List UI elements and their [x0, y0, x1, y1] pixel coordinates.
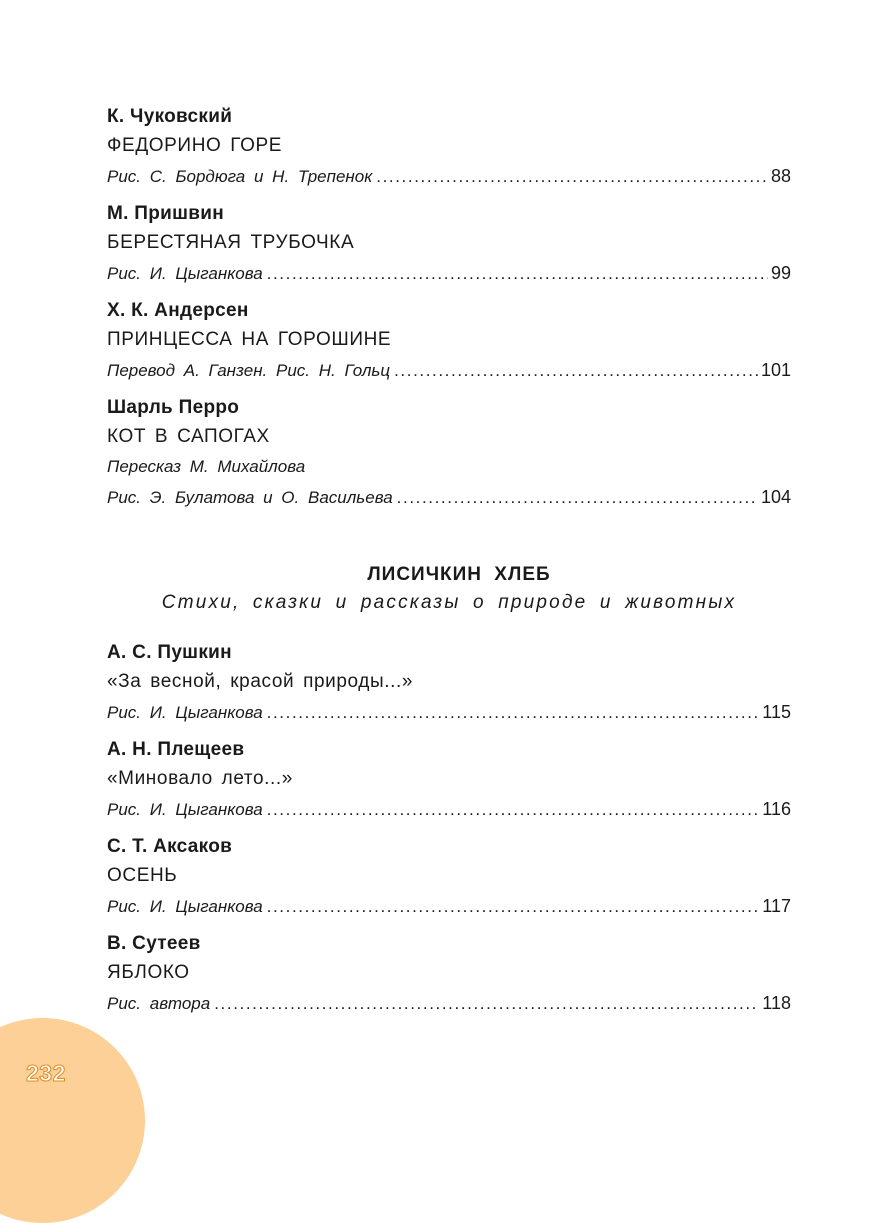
entry-page-number: 99: [770, 263, 791, 283]
toc-entry: [107, 394, 791, 513]
toc-list-top: [107, 103, 791, 513]
toc-entry: [107, 833, 791, 922]
entry-leader-line: [107, 891, 791, 922]
entry-author: Х. К. Андерсен: [107, 300, 249, 321]
entry-title: ФЕДОРИНО ГОРЕ: [107, 135, 283, 156]
entry-credit: Рис. И. Цыганкова: [107, 800, 263, 819]
entry-author: К. Чуковский: [107, 106, 233, 127]
entry-leader-line: [107, 988, 791, 1019]
entry-page-number: 118: [762, 993, 791, 1013]
entry-page-number: 115: [762, 702, 791, 722]
entry-page-number: 101: [760, 360, 791, 380]
toc-entry: [107, 930, 791, 1019]
entry-credit: Рис. И. Цыганкова: [107, 264, 263, 283]
entry-credit: Рис. Э. Булатова и О. Васильева: [107, 488, 393, 507]
section-title: ЛИСИЧКИН ХЛЕБ: [367, 564, 551, 585]
entry-title: ОСЕНЬ: [107, 865, 178, 886]
entry-page-number: 104: [760, 487, 791, 507]
section-header: [107, 561, 791, 617]
entry-author: А. С. Пушкин: [107, 642, 232, 663]
entry-page-number: 88: [770, 166, 791, 186]
entry-author: Шарль Перро: [107, 397, 240, 418]
entry-title: БЕРЕСТЯНАЯ ТРУБОЧКА: [107, 232, 355, 253]
entry-author: М. Пришвин: [107, 203, 224, 224]
section-subtitle: Стихи, сказки и рассказы о природе и животных: [161, 592, 737, 613]
entry-credit: Рис. И. Цыганкова: [107, 703, 263, 722]
dot-leader: [397, 483, 758, 513]
toc-entry: [107, 103, 791, 192]
toc-entry: [107, 200, 791, 289]
dot-leader: [214, 989, 759, 1019]
entry-title: КОТ В САПОГАХ: [107, 426, 270, 447]
entry-credit-line: Пересказ М. Михайлова: [107, 457, 306, 476]
entry-author: А. Н. Плещеев: [107, 739, 245, 760]
entry-leader-line: [107, 355, 791, 386]
entry-credit: Рис. автора: [107, 994, 211, 1013]
entry-leader-line: [107, 794, 791, 825]
entry-title: «Миновало лето...»: [107, 768, 293, 789]
page-number-badge: [0, 1018, 145, 1223]
entry-page-number: 117: [762, 896, 791, 916]
entry-page-number: 116: [762, 799, 791, 819]
entry-leader-line: [107, 258, 791, 289]
dot-leader: [267, 698, 760, 728]
entry-title: ЯБЛОКО: [107, 962, 190, 983]
dot-leader: [376, 162, 768, 192]
page-number: 232: [26, 1060, 66, 1086]
entry-leader-line: [107, 161, 791, 192]
dot-leader: [267, 795, 760, 825]
toc-entry: [107, 297, 791, 386]
dot-leader: [394, 356, 758, 386]
entry-credit: Перевод А. Ганзен. Рис. Н. Гольц: [107, 361, 391, 380]
table-of-contents: [107, 103, 791, 1027]
entry-author: С. Т. Аксаков: [107, 836, 233, 857]
entry-credit: Рис. И. Цыганкова: [107, 897, 263, 916]
toc-entry: [107, 639, 791, 728]
entry-title: «За весной, красой природы...»: [107, 671, 414, 692]
entry-title: ПРИНЦЕССА НА ГОРОШИНЕ: [107, 329, 392, 350]
dot-leader: [267, 892, 760, 922]
entry-leader-line: [107, 482, 791, 513]
entry-credit: Рис. С. Бордюга и Н. Трепенок: [107, 167, 373, 186]
dot-leader: [267, 259, 768, 289]
entry-author: В. Сутеев: [107, 933, 201, 954]
entry-leader-line: [107, 697, 791, 728]
toc-list-bottom: [107, 639, 791, 1019]
toc-entry: [107, 736, 791, 825]
